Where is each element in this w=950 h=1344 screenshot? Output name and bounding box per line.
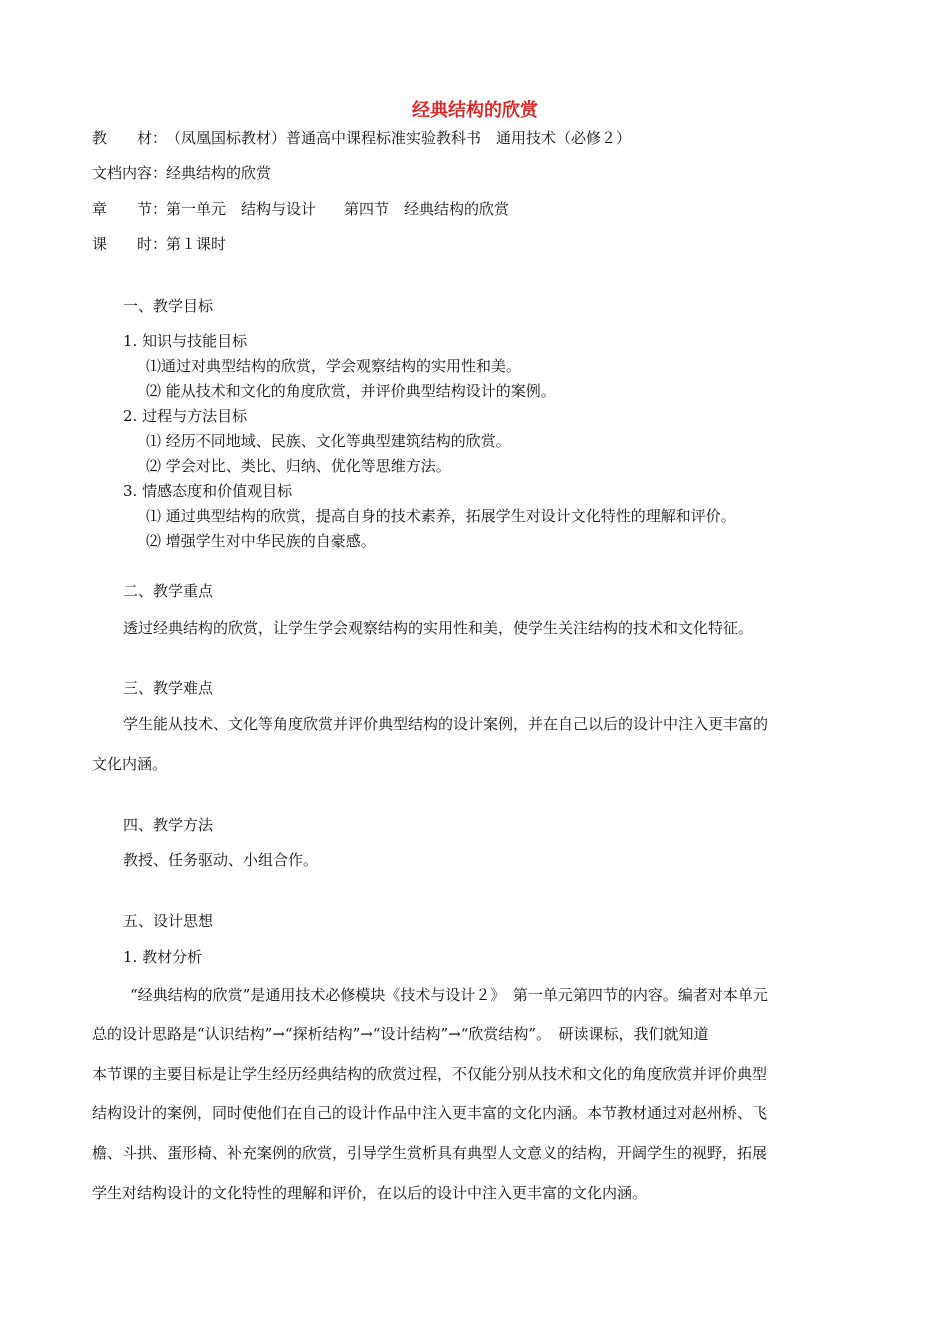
meta-content-label: 文档内容： [92,164,168,182]
section3-line2: 文化内涵。 [92,755,168,773]
section4-heading: 四、教学方法 [123,816,214,834]
goal1-heading: 1. 知识与技能目标 [123,332,248,350]
meta-textbook-label: 教 材： [92,129,168,147]
meta-chapter [92,199,509,219]
meta-textbook [92,128,631,148]
meta-content [92,163,271,183]
goal2-item-a: ⑴ 经历不同地域、民族、文化等典型建筑结构的欣赏。 [146,432,511,450]
goal2-heading: 2. 过程与方法目标 [123,407,248,425]
meta-chapter-unit: 第一单元 结构与设计 [166,200,317,218]
section2-heading: 二、教学重点 [123,582,214,600]
document-title: 经典结构的欣赏 [412,100,538,121]
meta-period [92,234,226,254]
meta-period-value: 第１课时 [166,235,227,253]
section5-heading: 五、设计思想 [123,912,214,930]
goal2-item-b: ⑵ 学会对比、类比、归纳、优化等思维方法。 [146,457,451,475]
goal1-item-b: ⑵ 能从技术和文化的角度欣赏，并评价典型结构设计的案例。 [146,382,556,400]
meta-chapter-label: 章 节： [92,200,168,218]
section5-sub1: 1. 教材分析 [123,948,203,966]
analysis-line4: 结构设计的案例，同时使他们在自己的设计作品中注入更丰富的文化内涵。本节教材通过对赵州桥、飞 [92,1104,768,1122]
section2-text: 透过经典结构的欣赏，让学生学会观察结构的实用性和美，使学生关注结构的技术和文化特征。 [123,619,754,637]
analysis-line2: 总的设计思路是“认识结构”→“探析结构”→“设计结构”→“欣赏结构”。 研读课标，我们就知道 [92,1025,709,1043]
section3-line1: 学生能从技术、文化等角度欣赏并评价典型结构的设计案例，并在自己以后的设计中注入更丰富的 [123,715,769,733]
analysis-line6: 学生对结构设计的文化特性的理解和评价，在以后的设计中注入更丰富的文化内涵。 [92,1184,648,1202]
meta-chapter-section: 第四节 经典结构的欣赏 [344,200,510,218]
analysis-line1: “经典结构的欣赏”是通用技术必修模块《技术与设计２》 第一单元第四节的内容。编者对本单元 [130,986,768,1004]
meta-content-value: 经典结构的欣赏 [166,164,272,182]
meta-textbook-value: （凤凰国标教材）普通高中课程标准实验教科书 通用技术（必修２） [166,129,632,147]
section3-heading: 三、教学难点 [123,679,214,697]
section4-text: 教授、任务驱动、小组合作。 [123,851,319,869]
goal3-item-b: ⑵ 增强学生对中华民族的自豪感。 [146,532,376,550]
goal1-item-a: ⑴通过对典型结构的欣赏，学会观察结构的实用性和美。 [146,357,522,375]
analysis-line5: 檐、斗拱、蛋形椅、补充案例的欣赏，引导学生赏析具有典型人文意义的结构，开阔学生的视野，拓展 [92,1144,768,1162]
goal3-heading: 3. 情感态度和价值观目标 [123,482,293,500]
goal3-item-a: ⑴ 通过典型结构的欣赏，提高自身的技术素养，拓展学生对设计文化特性的理解和评价。 [146,507,736,525]
analysis-line3: 本节课的主要目标是让学生经历经典结构的欣赏过程，不仅能分别从技术和文化的角度欣赏并评价典型 [92,1065,768,1083]
meta-period-label: 课 时： [92,235,168,253]
section1-heading: 一、教学目标 [123,297,214,315]
